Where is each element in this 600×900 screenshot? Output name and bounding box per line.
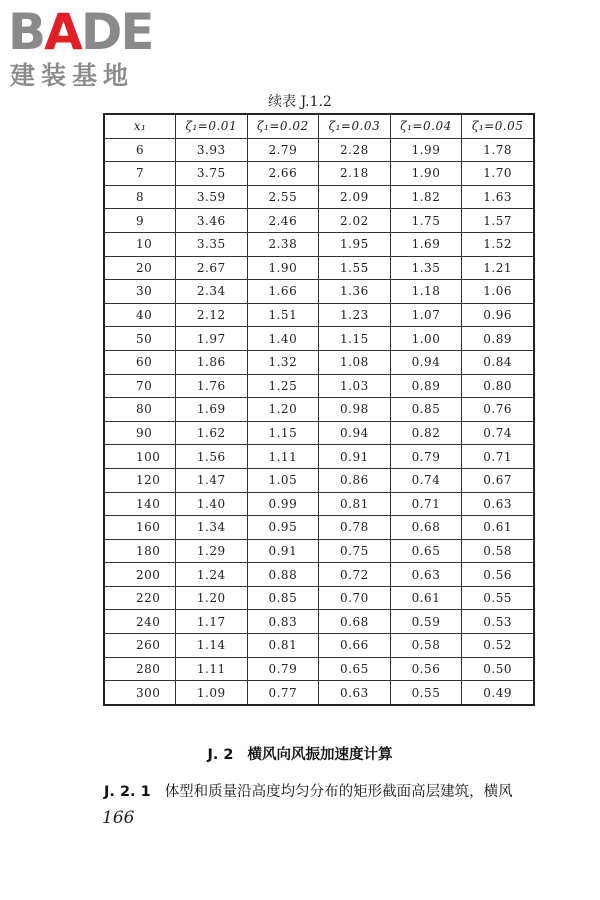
cell-value: 0.58	[390, 634, 462, 658]
header-zeta-2: ζ₁=0.02	[247, 114, 319, 138]
cell-value: 1.63	[462, 185, 534, 209]
cell-value: 2.79	[247, 138, 319, 162]
cell-value: 0.95	[247, 516, 319, 540]
table-row	[104, 563, 534, 587]
cell-value: 3.75	[176, 162, 248, 186]
cell-value: 1.55	[319, 256, 391, 280]
cell-value: 1.11	[176, 657, 248, 681]
table-row	[104, 350, 534, 374]
cell-value: 1.52	[462, 232, 534, 256]
cell-value: 1.70	[462, 162, 534, 186]
cell-value: 0.94	[390, 350, 462, 374]
cell-value: 0.99	[247, 492, 319, 516]
cell-value: 0.91	[319, 445, 391, 469]
cell-value: 1.18	[390, 280, 462, 304]
cell-value: 0.72	[319, 563, 391, 587]
coefficient-table	[103, 113, 535, 706]
header-zeta-4: ζ₁=0.04	[390, 114, 462, 138]
table-row	[104, 421, 534, 445]
cell-value: 1.32	[247, 350, 319, 374]
cell-value: 2.34	[176, 280, 248, 304]
cell-value: 1.24	[176, 563, 248, 587]
clause-text: 体型和质量沿高度均匀分布的矩形截面高层建筑，横风	[164, 784, 513, 800]
cell-value: 1.66	[247, 280, 319, 304]
cell-value: 1.62	[176, 421, 248, 445]
cell-value: 1.34	[176, 516, 248, 540]
cell-value: 2.12	[176, 303, 248, 327]
cell-value: 0.71	[390, 492, 462, 516]
cell-value: 0.68	[319, 610, 391, 634]
cell-value: 1.17	[176, 610, 248, 634]
cell-value: 1.78	[462, 138, 534, 162]
cell-value: 0.70	[319, 586, 391, 610]
cell-value: 2.02	[319, 209, 391, 233]
table-row	[104, 303, 534, 327]
cell-value: 2.18	[319, 162, 391, 186]
bade-logo	[6, 4, 181, 94]
cell-value: 3.59	[176, 185, 248, 209]
table-row	[104, 539, 534, 563]
cell-value: 0.50	[462, 657, 534, 681]
cell-value: 1.69	[390, 232, 462, 256]
cell-value: 0.85	[247, 586, 319, 610]
cell-value: 1.08	[319, 350, 391, 374]
cell-value: 1.23	[319, 303, 391, 327]
table-row	[104, 185, 534, 209]
cell-value: 1.15	[247, 421, 319, 445]
cell-x1: 20	[104, 256, 176, 280]
cell-value: 1.82	[390, 185, 462, 209]
table-row	[104, 256, 534, 280]
cell-value: 0.52	[462, 634, 534, 658]
table-row	[104, 634, 534, 658]
cell-value: 2.09	[319, 185, 391, 209]
cell-value: 2.28	[319, 138, 391, 162]
cell-value: 1.75	[390, 209, 462, 233]
cell-value: 0.77	[247, 681, 319, 705]
cell-x1: 100	[104, 445, 176, 469]
header-zeta-3: ζ₁=0.03	[319, 114, 391, 138]
cell-value: 0.65	[390, 539, 462, 563]
cell-value: 0.56	[462, 563, 534, 587]
cell-value: 1.40	[247, 327, 319, 351]
cell-value: 0.71	[462, 445, 534, 469]
cell-value: 0.74	[462, 421, 534, 445]
cell-value: 0.86	[319, 468, 391, 492]
cell-x1: 260	[104, 634, 176, 658]
table-row	[104, 586, 534, 610]
cell-value: 0.65	[319, 657, 391, 681]
cell-x1: 70	[104, 374, 176, 398]
cell-x1: 9	[104, 209, 176, 233]
cell-value: 0.89	[390, 374, 462, 398]
cell-value: 0.61	[390, 586, 462, 610]
cell-value: 0.89	[462, 327, 534, 351]
cell-value: 1.15	[319, 327, 391, 351]
table-row	[104, 280, 534, 304]
cell-x1: 8	[104, 185, 176, 209]
cell-value: 3.35	[176, 232, 248, 256]
cell-value: 1.76	[176, 374, 248, 398]
cell-value: 0.58	[462, 539, 534, 563]
table-row	[104, 398, 534, 422]
table-row	[104, 681, 534, 705]
cell-x1: 300	[104, 681, 176, 705]
cell-value: 1.95	[319, 232, 391, 256]
cell-x1: 6	[104, 138, 176, 162]
cell-value: 2.66	[247, 162, 319, 186]
cell-value: 0.59	[390, 610, 462, 634]
cell-x1: 50	[104, 327, 176, 351]
cell-value: 0.81	[319, 492, 391, 516]
header-zeta-1: ζ₁=0.01	[176, 114, 248, 138]
table-caption: 续表 J.1.2	[268, 94, 332, 110]
cell-value: 1.07	[390, 303, 462, 327]
cell-x1: 240	[104, 610, 176, 634]
cell-x1: 80	[104, 398, 176, 422]
cell-value: 1.35	[390, 256, 462, 280]
cell-value: 0.61	[462, 516, 534, 540]
cell-x1: 280	[104, 657, 176, 681]
cell-value: 1.69	[176, 398, 248, 422]
table-row	[104, 610, 534, 634]
cell-value: 0.78	[319, 516, 391, 540]
cell-value: 1.51	[247, 303, 319, 327]
cell-value: 0.68	[390, 516, 462, 540]
cell-value: 0.56	[390, 657, 462, 681]
cell-value: 2.67	[176, 256, 248, 280]
cell-value: 0.63	[462, 492, 534, 516]
logo-letters-de: DE	[80, 3, 153, 61]
cell-value: 0.63	[319, 681, 391, 705]
cell-value: 3.93	[176, 138, 248, 162]
cell-value: 1.90	[390, 162, 462, 186]
table-row	[104, 138, 534, 162]
cell-value: 1.40	[176, 492, 248, 516]
cell-x1: 30	[104, 280, 176, 304]
cell-value: 0.66	[319, 634, 391, 658]
cell-value: 2.38	[247, 232, 319, 256]
clause-number: J. 2. 1	[104, 784, 151, 800]
cell-value: 3.46	[176, 209, 248, 233]
table-header-row	[104, 114, 534, 138]
cell-value: 0.55	[462, 586, 534, 610]
page-number: 166	[102, 808, 135, 828]
cell-value: 0.49	[462, 681, 534, 705]
cell-x1: 90	[104, 421, 176, 445]
header-x1: x₁	[104, 114, 176, 138]
table-row	[104, 232, 534, 256]
cell-value: 0.80	[462, 374, 534, 398]
cell-x1: 40	[104, 303, 176, 327]
table-row	[104, 445, 534, 469]
cell-x1: 140	[104, 492, 176, 516]
cell-value: 0.74	[390, 468, 462, 492]
cell-value: 1.56	[176, 445, 248, 469]
cell-x1: 160	[104, 516, 176, 540]
section-title: 横风向风振加速度计算	[247, 747, 393, 763]
cell-value: 1.20	[247, 398, 319, 422]
cell-value: 1.97	[176, 327, 248, 351]
cell-value: 0.55	[390, 681, 462, 705]
cell-x1: 120	[104, 468, 176, 492]
cell-value: 0.83	[247, 610, 319, 634]
cell-value: 2.55	[247, 185, 319, 209]
cell-value: 0.85	[390, 398, 462, 422]
section-heading	[0, 743, 600, 764]
cell-value: 1.57	[462, 209, 534, 233]
cell-value: 1.14	[176, 634, 248, 658]
cell-value: 1.06	[462, 280, 534, 304]
cell-value: 2.46	[247, 209, 319, 233]
table-row	[104, 374, 534, 398]
cell-value: 0.98	[319, 398, 391, 422]
cell-value: 0.81	[247, 634, 319, 658]
cell-value: 1.00	[390, 327, 462, 351]
cell-value: 1.99	[390, 138, 462, 162]
cell-x1: 60	[104, 350, 176, 374]
cell-value: 0.79	[247, 657, 319, 681]
cell-x1: 7	[104, 162, 176, 186]
table-row	[104, 162, 534, 186]
cell-value: 1.09	[176, 681, 248, 705]
cell-value: 0.91	[247, 539, 319, 563]
table-row	[104, 657, 534, 681]
cell-value: 0.53	[462, 610, 534, 634]
cell-value: 1.47	[176, 468, 248, 492]
cell-value: 0.94	[319, 421, 391, 445]
cell-x1: 10	[104, 232, 176, 256]
cell-value: 1.21	[462, 256, 534, 280]
cell-value: 1.36	[319, 280, 391, 304]
cell-value: 0.63	[390, 563, 462, 587]
cell-value: 0.67	[462, 468, 534, 492]
cell-value: 1.29	[176, 539, 248, 563]
cell-value: 0.88	[247, 563, 319, 587]
header-zeta-5: ζ₁=0.05	[462, 114, 534, 138]
table-row	[104, 516, 534, 540]
cell-value: 1.20	[176, 586, 248, 610]
cell-value: 0.75	[319, 539, 391, 563]
cell-x1: 200	[104, 563, 176, 587]
logo-letter-a-accent: A	[44, 3, 81, 61]
logo-subtitle: 建装基地	[10, 61, 135, 90]
cell-value: 1.25	[247, 374, 319, 398]
section-number: J. 2	[207, 747, 234, 763]
cell-x1: 180	[104, 539, 176, 563]
cell-value: 0.96	[462, 303, 534, 327]
logo-wordmark	[8, 4, 153, 60]
table-row	[104, 209, 534, 233]
cell-value: 0.84	[462, 350, 534, 374]
cell-value: 1.86	[176, 350, 248, 374]
table-row	[104, 327, 534, 351]
cell-value: 1.11	[247, 445, 319, 469]
cell-value: 1.90	[247, 256, 319, 280]
cell-value: 0.82	[390, 421, 462, 445]
logo-letter-b: B	[8, 3, 45, 61]
cell-value: 0.76	[462, 398, 534, 422]
table-row	[104, 468, 534, 492]
cell-value: 0.79	[390, 445, 462, 469]
clause-paragraph	[104, 780, 594, 801]
cell-value: 1.03	[319, 374, 391, 398]
cell-value: 1.05	[247, 468, 319, 492]
cell-x1: 220	[104, 586, 176, 610]
table-row	[104, 492, 534, 516]
